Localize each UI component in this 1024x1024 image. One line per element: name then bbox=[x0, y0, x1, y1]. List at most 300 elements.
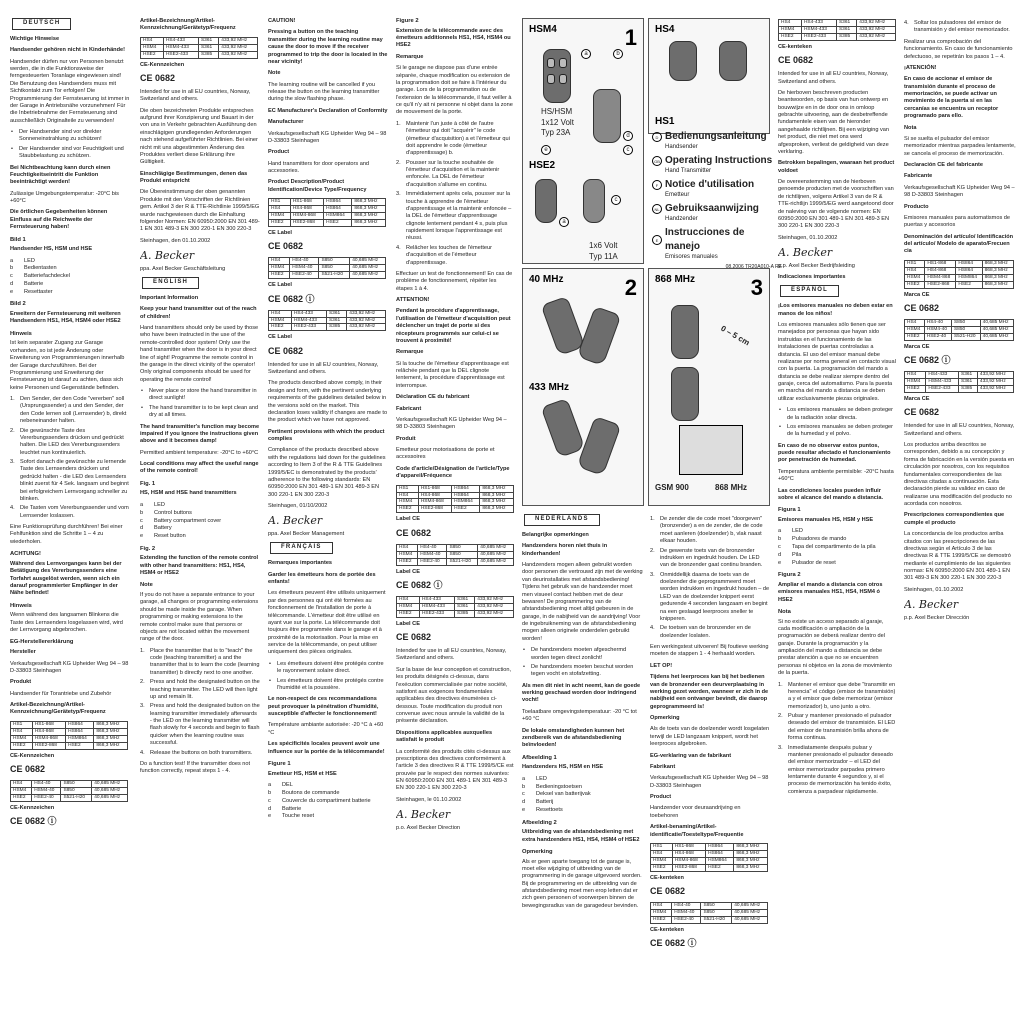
ce-mark: CE 0682 bbox=[650, 886, 686, 897]
paragraph: Si no existe un acceso separado al garaje, cada modificación o ampliación de la programación se deberá realizar dentro del garaje. Durante la programación y la ampliación del mando a distancia se debe prestar atención a que no se encuentren personas ni objetos en la zona de movimiento de la puerta. bbox=[778, 618, 892, 677]
legend-list bbox=[778, 528, 896, 567]
signatory: ppa. Axel Becker Geschäftsleitung bbox=[140, 265, 226, 272]
legend-list bbox=[10, 258, 130, 297]
ce-label: Marca CE bbox=[904, 291, 930, 298]
table-cell: HS4-40 bbox=[290, 258, 319, 265]
paragraph: Température ambiante autorisée: -20 °C à +60 °C bbox=[268, 722, 384, 736]
paragraph: Los emisores manuales sólo tienen que ser manejados por personas que hayan sido instruidas en el funcionamiento de las instalaciones de puertas controladas a distancia. El uso del emisor manual debe realizarse por norma general en contacto visual con la puerta. La programación del mando a distancia se debe realizar siempre dentro del garaje, cerca del automatismo. Para la puesta en marcha del mando a distancia se deben utilizar exclusivamente piezas originales. bbox=[778, 322, 896, 402]
table-cell: HSM4 bbox=[651, 910, 672, 917]
figure-title: Handsender HS, HSM und HSE bbox=[10, 246, 93, 253]
table-cell: 868,3 MHz bbox=[352, 206, 386, 213]
declaration-heading: Déclaration CE du fabricant bbox=[396, 394, 470, 401]
step-item: 1. Place the transmitter that is to "teach" the code (teaching transmitter) a and the transmitter that is to learn the code (learning transmitter) b directly next to one another. bbox=[140, 647, 260, 676]
spec-table-433 bbox=[268, 310, 386, 332]
spec-table-868 bbox=[396, 485, 514, 514]
gsm-warning-icon bbox=[679, 425, 743, 475]
paragraph: If you do not have a separate entrance to your garage, all changes or programming extensions should be made inside the garage. When programming or making extensions to the remote control make sure that persons or objects are not located within the movement range of the door. bbox=[140, 592, 259, 643]
bullet-item: • Los emisores manuales se deben proteger de la radiación solar directa. bbox=[778, 407, 896, 422]
legend-list bbox=[268, 782, 388, 821]
frequency-label: 868 MHz bbox=[715, 483, 748, 492]
table-row bbox=[141, 51, 258, 58]
table-cell: HS864 bbox=[324, 199, 352, 206]
warning-text: ¡Los emisores manuales no deben estar en manos de los niños! bbox=[778, 303, 893, 317]
table-cell: HS864 bbox=[66, 728, 94, 735]
ce-label: CE-kenteken bbox=[650, 927, 684, 934]
learning-transmitter-image bbox=[577, 416, 622, 476]
table-cell: HSE2 bbox=[269, 324, 292, 331]
paragraph: Effectuer un test de fonctionnement! En cas de problème de fonctionnement, répéter les étapes 1 à 4. bbox=[396, 270, 513, 292]
remote-control-hse2-image bbox=[535, 179, 557, 223]
note-heading: Nota bbox=[778, 608, 791, 615]
step-item: 3. Onmiddellijk daarna de toets van de doelzender die geprogrammeerd moet worden indrukken en ingedrukt houden – de LED van de doelzender knippert eerst gedurende 4 seconden langzaam en begint na een geslaagd leerproces sneller te knipperen. bbox=[650, 571, 770, 622]
callout-e: e bbox=[541, 145, 551, 155]
language-flag-icon: D bbox=[652, 132, 662, 142]
spec-table-433 bbox=[396, 596, 514, 618]
ce-mark: CE 0682 bbox=[904, 303, 940, 314]
figure-title: Emetteur HS, HSM et HSE bbox=[268, 770, 337, 777]
legend-value: DEL bbox=[282, 781, 293, 788]
table-cell: HSE2-868 bbox=[418, 506, 451, 513]
table-cell: HS4-40 bbox=[418, 544, 447, 551]
language-flag-icon: NL bbox=[652, 204, 662, 214]
table-cell: 868,3 MHz bbox=[734, 857, 768, 864]
table-cell: 868,3 MHz bbox=[352, 213, 386, 220]
step-item: 2. Die gewünschte Taste des Vererbungssenders drücken und gedrückt halten. Die LED des Vererbungssenders leuchtet nun kontinuierlich. bbox=[10, 427, 124, 456]
cover-language-subtitle: Handsender bbox=[665, 144, 698, 151]
table-row bbox=[905, 260, 1014, 267]
table-row bbox=[269, 324, 386, 331]
table-cell: HSE2 bbox=[905, 333, 925, 340]
table-cell: HS1-868 bbox=[32, 721, 65, 728]
table-cell: 433,92 MHz bbox=[857, 26, 896, 33]
table-cell: HSM4 bbox=[905, 274, 925, 281]
table-cell: 433,92 MHz bbox=[219, 37, 258, 44]
table-row bbox=[905, 274, 1014, 281]
table-row bbox=[269, 213, 386, 220]
paragraph: Die Übereinstimmung der oben genannten Produkte mit den Vorschriften der Richtlinien gem. Artikel 3 der R & TTE-Richtlinie 1999/5/EG wurde nachgewiesen durch die Einhaltung folgender Normen: EN 60950:2000 EN 301 489-1 EN 301 489-3 EN 300 220-1 EN 300 220-3 bbox=[140, 189, 260, 233]
date: Steinhagen, le 01.10.2002 bbox=[396, 796, 462, 803]
steps-list bbox=[396, 121, 514, 267]
spec-table-40 bbox=[268, 257, 386, 279]
teaching-transmitter-image bbox=[541, 398, 586, 458]
date: Steinhagen, 01.10.2002 bbox=[778, 234, 838, 241]
warning-text: Tijdens het leerproces kan bij het bedienen van de bronzender een deurverplaatsing in werking gezet worden, wanneer er zich in de nabijheid een ontvanger bevindt, die daarop geprogrammeerd is! bbox=[650, 674, 769, 710]
figure-label: Figura 2 bbox=[778, 572, 801, 579]
table-cell: 868,3 MHz bbox=[734, 850, 768, 857]
paragraph: Sur la base de leur conception et construction, les produits désignés ci-dessus, dans l'exécution commercialisée par notre société, satisfont aux exigences fondamentales applicables des directives énumérées ci-dessous. Toute modification du produit non convenue avec nous annule la validité de la présente déclaration. bbox=[396, 666, 512, 725]
table-cell: HSM4-868 bbox=[925, 274, 956, 281]
cover-label-hs4: HS4 bbox=[655, 24, 675, 35]
ce-mark: CE 0682 bbox=[904, 407, 940, 418]
paragraph: Compliance of the products described above with the regulations laid down for the guidelines according to Item 3 of the R & TTE Guidelines 1999/5/EC is demonstrated by the products' adherence to the following standards: EN 60950:2000 EN 301 489-1 EN 301 489-3 EN 300 220-1 EN 300 220-3 bbox=[268, 447, 386, 498]
step-item: 3. Inmediatamente después pulsar y mantener presionado el pulsador deseado del emisor memorizador – el LED del emisor memorizador parpadea primero lentamente durante 4 segundos y, si el proceso de memorización ha tenido éxito, comienza a parpadear rápidamente. bbox=[778, 744, 893, 795]
bullet-item: • Der Handsender sind vor Feuchtigkeit und Staubbelastung zu schützen. bbox=[10, 146, 130, 161]
section-header-english: ENGLISH bbox=[142, 277, 199, 289]
callout-a: a bbox=[559, 217, 569, 227]
product-text: Handzender voor deuraandrijving en toebehoren bbox=[650, 805, 741, 819]
legend-key: c bbox=[778, 544, 781, 551]
legend-list bbox=[522, 776, 644, 815]
step-item: 4. Release the buttons on both transmitters. bbox=[140, 749, 253, 756]
step-item: 2. Pousser sur la touche souhaitée de l'émetteur d'acquisition et la maintenir enfoncée. La DEL de l'émetteur d'acquisition s'allume en continu. bbox=[396, 159, 500, 188]
table-cell: HS4 bbox=[905, 267, 925, 274]
hs1-image bbox=[719, 41, 747, 81]
table-cell: 40,685 MHz bbox=[478, 544, 514, 551]
declaration-heading: EC Manufacturer's Declaration of Conformity bbox=[268, 107, 388, 114]
spec-table-433 bbox=[904, 371, 1014, 393]
table-row bbox=[269, 258, 386, 265]
table-row bbox=[269, 220, 386, 227]
legend-key: a bbox=[522, 775, 526, 782]
table-cell: HS4-868 bbox=[672, 850, 705, 857]
table-cell: S521-H20 bbox=[701, 917, 732, 924]
teaching-transmitter-image bbox=[541, 296, 586, 356]
legend-value: Pulsadores de mando bbox=[792, 536, 847, 543]
step-item: 4. Soltar los pulsadores del emisor de transmisión y del emisor memorizador. bbox=[904, 20, 1010, 34]
cover-label-hs1: HS1 bbox=[655, 116, 675, 127]
steps-list bbox=[650, 516, 770, 640]
paragraph: Wenn während des langsamen Blinkens die Taste des Lernsenders losgelassen wird, wird der Lernvorgang abgebrochen. bbox=[10, 612, 123, 634]
product-text: Emetteur pour motorisations de porte et accessoires bbox=[396, 447, 495, 461]
table-cell: HSE2 bbox=[651, 864, 673, 871]
ce-mark: CE 0682 bbox=[140, 73, 176, 84]
note-heading: Opmerking bbox=[522, 848, 553, 855]
legend-key: d bbox=[140, 525, 144, 532]
table-cell: S361 bbox=[198, 44, 218, 51]
cover-language-item bbox=[652, 178, 782, 191]
warning-heading: LET OP! bbox=[650, 662, 673, 669]
table-cell: HS4-40 bbox=[672, 903, 701, 910]
table-cell: HS4 bbox=[141, 37, 164, 44]
date: Steinhagen, 01/10/2002 bbox=[268, 503, 328, 510]
bullet-list bbox=[778, 407, 896, 439]
table-cell: HSE2-40 bbox=[418, 558, 447, 565]
table-cell: HSM4 bbox=[11, 735, 33, 742]
table-row bbox=[779, 20, 896, 27]
warning-text: De lokale omstandigheden kunnen het zendbereik van de afstandsbediening beïnvloeden! bbox=[522, 727, 625, 749]
table-cell: HS4-433 bbox=[419, 596, 454, 603]
table-cell: HS864 bbox=[706, 843, 734, 850]
figure-label: Fig. 2 bbox=[140, 545, 156, 552]
table-row bbox=[269, 317, 386, 324]
table-row bbox=[141, 37, 258, 44]
step-item: 1. De zender die de code moet "doorgeven" (bronzender) a en de zender, die de code moet aanleren (doelzender) b, vlak naast elkaar houden. bbox=[650, 516, 763, 545]
legend-key: d bbox=[268, 805, 272, 812]
paragraph: Als er geen aparte toegang tot de garage is, moet elke wijziging of uitbreiding van de programmering in de garage uitgevoerd worden. Bij de programmering en de uitbreiding van de afstandsbediening moet men erop letten dat er zich geen personen of voorwerpen binnen de bewegingsradius van de garagedeur bevinden. bbox=[522, 858, 642, 909]
paragraph: Zulässige Umgebungstemperatur: -20°C bis +60°C bbox=[10, 190, 119, 205]
paragraph: Temperatura ambiente permisible: -20°C hasta +60°C bbox=[778, 468, 894, 483]
callout-a: a bbox=[581, 49, 591, 59]
step-item: 4. Relâcher les touches de l'émetteur d'acquisition et de l'émetteur d'apprentissage. bbox=[396, 244, 492, 266]
table-cell: 40,685 MHz bbox=[350, 272, 386, 279]
cover-language-title: Bedienungsanleitung bbox=[665, 131, 767, 142]
table-cell: HSE2-433 bbox=[419, 610, 454, 617]
cover-language-title: Gebruiksaanwijzing bbox=[665, 203, 759, 215]
section-header-deutsch: DEUTSCH bbox=[12, 18, 71, 30]
warning-text: Bei Nichtbeachtung kann durch einen Feuchtigkeitseintritt die Funktion beeinträchtigt werden! bbox=[10, 164, 111, 186]
table-row bbox=[905, 379, 1014, 386]
table-cell: HS864 bbox=[706, 850, 734, 857]
table-cell: 40,685 MHz bbox=[92, 787, 128, 794]
figure-title: HS, HSM and HSE hand transmitters bbox=[140, 490, 237, 497]
legend-value: Resettoets bbox=[536, 807, 563, 814]
table-cell: HSE2-40 bbox=[924, 333, 951, 340]
table-row bbox=[905, 372, 1014, 379]
ce-mark: CE 0682 bbox=[268, 241, 304, 252]
table-row bbox=[269, 265, 386, 272]
remote-control-hse2-open-image bbox=[583, 179, 605, 223]
declaration-heading: Declaración CE del fabricante bbox=[904, 162, 983, 168]
table-cell: 433,92 MHz bbox=[475, 596, 514, 603]
legend-value: Bedientasten bbox=[24, 265, 57, 272]
table-cell: S385 bbox=[836, 33, 856, 40]
signature: A. Becker bbox=[268, 514, 323, 528]
legend-value: LED bbox=[24, 257, 35, 264]
legend-value: Battery compartment cover bbox=[154, 517, 222, 524]
ce-label: CE Label bbox=[268, 334, 292, 341]
callout-b: b bbox=[613, 49, 623, 59]
table-row bbox=[269, 199, 386, 206]
bullet-list bbox=[140, 388, 260, 420]
table-cell: HSE2 bbox=[66, 742, 94, 749]
table-cell: HSM4-40 bbox=[290, 265, 319, 272]
warning-heading: ACHTUNG! bbox=[10, 551, 41, 558]
table-cell: 433,92 MHz bbox=[347, 310, 386, 317]
ce-mark: CE 0682 bbox=[396, 632, 432, 643]
table-cell: HSE2 bbox=[324, 220, 352, 227]
spec-table-868 bbox=[904, 260, 1014, 289]
legend-value: Touche reset bbox=[282, 813, 315, 820]
legend-item bbox=[268, 790, 388, 797]
spec-table-40 bbox=[650, 902, 768, 924]
table-cell: HS4-40 bbox=[32, 780, 61, 787]
callout-c: c bbox=[611, 195, 621, 205]
signatory: p.p. Axel Becker Bedrijfsleiding bbox=[778, 262, 855, 269]
cover-language-title: Instrucciones de manejo bbox=[664, 227, 745, 252]
label: Fabrikant bbox=[650, 763, 676, 770]
column-deutsch bbox=[10, 18, 130, 1018]
table-cell: HS4 bbox=[11, 728, 33, 735]
section-header-espanol: ESPAÑOL bbox=[780, 285, 839, 297]
legend-value: Batterie bbox=[24, 281, 44, 288]
table-cell: S361 bbox=[326, 310, 346, 317]
heading: Indicaciones importantes bbox=[778, 273, 846, 280]
cover-language-subtitle: Handzender bbox=[665, 216, 698, 223]
cover-language-subtitle: Hand Transmitter bbox=[665, 168, 712, 175]
figure-title: Handzenders HS, HSM en HSE bbox=[522, 764, 604, 771]
legend-item bbox=[522, 791, 644, 798]
paragraph: The learning routine will be cancelled if you release the button on the learning transmitter during the slow flashing phase. bbox=[268, 81, 380, 103]
spec-table-868 bbox=[650, 843, 768, 872]
legend-key: c bbox=[10, 273, 13, 280]
legend-item bbox=[10, 289, 130, 296]
label: Product bbox=[268, 149, 290, 156]
warning-text: Les spécificités locales peuvent avoir une influence sur la portée de la télécommande! bbox=[268, 741, 385, 755]
legend-value: Batterie bbox=[282, 805, 302, 812]
ce-label: Marca CE bbox=[904, 396, 930, 403]
address: Verkaufsgesellschaft KG Upheider Weg 94 – 98 D-33803 Steinhagen bbox=[396, 416, 507, 431]
paragraph: Les émetteurs peuvent être utilisés uniquement par des personnes qui ont été formées au fonctionnement de l'installation de porte à télécommande. L'émetteur doit être utilisé en ayant vue sur la porte. La télécommande doit toujours être programmée dans le garage et à proximité de la motorisation. Pour la mise en service de la télécommande, on peut utiliser uniquement des pièces originales. bbox=[268, 590, 386, 656]
table-cell: HSE2 bbox=[779, 33, 802, 40]
heading: Wichtige Hinweise bbox=[10, 35, 60, 42]
table-cell: HSE2 bbox=[269, 220, 291, 227]
legend-key: e bbox=[522, 807, 526, 814]
warning-text: Pressing a button on the teaching transmitter during the learning routine may cause the door to move if the receiver programmed to trip the door is located in the near vicinity! bbox=[268, 29, 388, 65]
ce-label: Label CE bbox=[396, 620, 420, 627]
legend-key: c bbox=[522, 791, 525, 798]
table-cell: 40,685 MHz bbox=[732, 917, 768, 924]
table-cell: HSM864 bbox=[956, 274, 982, 281]
table-cell: HSM864 bbox=[324, 213, 352, 220]
table-cell: HS864 bbox=[452, 492, 480, 499]
legend-value: Batterij bbox=[536, 799, 554, 806]
table-cell: 868,3 MHz bbox=[480, 499, 514, 506]
subheading: Einschlägige Bestimmungen, denen das Produkt entspricht bbox=[140, 170, 248, 185]
ce-mark: CE 0682 bbox=[396, 527, 432, 538]
table-cell: HSM4-40 bbox=[418, 551, 447, 558]
note-heading: Opmerking bbox=[650, 715, 680, 721]
legend-item bbox=[140, 502, 260, 509]
ce-label: Label CE bbox=[396, 568, 420, 575]
step-item: 3. Sofort danach die gewünschte zu lernende Taste des Lernsenders drücken und gedrückt halten - die LED des Lernsenders blinkt zuerst für 4 Sek. langsam und beginnt bei erfolgreichem Lernvorgang schneller zu blinken. bbox=[10, 459, 129, 502]
table-cell: 433,92 MHz bbox=[977, 379, 1013, 386]
legend-value: Deksel van batterijvak bbox=[536, 791, 591, 798]
table-cell: HS1 bbox=[11, 721, 33, 728]
signatory: p.p. Axel Becker Dirección bbox=[904, 614, 970, 621]
paragraph: Die oben bezeichneten Produkte entsprechen aufgrund ihrer Konzipierung und Bauart in der von uns in Verkehr gebrachten Ausführung den einschlägigen grundlegenden Anforderungen nach stehend aufgeführter Richtlinien. Bei einer nicht mit uns abgestimmten Änderung des Produktes verliert diese Erklärung ihre Gültigkeit. bbox=[140, 107, 258, 166]
figure-panel-3 bbox=[648, 268, 770, 506]
steps-list bbox=[904, 20, 1016, 35]
spec-table-868 bbox=[10, 721, 128, 750]
table-row bbox=[397, 499, 514, 506]
figure-title: Extension de la télécommande avec des émetteurs additionnels HS1, HS4, HSM4 ou HSE2 bbox=[396, 27, 511, 49]
legend-item bbox=[268, 798, 388, 805]
legend-item bbox=[778, 536, 896, 543]
table-cell: S385 bbox=[326, 324, 346, 331]
table-cell: HS4 bbox=[269, 206, 291, 213]
date: Steinhagen, 01.10.2002 bbox=[904, 586, 964, 593]
table-cell: 868,3 MHz bbox=[982, 267, 1013, 274]
table-cell: HSE2-40 bbox=[672, 917, 701, 924]
table-heading: Product Description/Product Identification/Device Type/Frequency bbox=[268, 179, 367, 193]
table-heading: Code d'article/Désignation de l'article/Type d'appareil/Fréquence bbox=[396, 465, 510, 480]
warning-text: Als men dit niet in acht neemt, kan de goede werking geschaad worden door indringend vocht! bbox=[522, 682, 641, 704]
table-cell: 868,3 MHz bbox=[982, 281, 1013, 288]
panel-label-hse2: HSE2 bbox=[529, 160, 556, 171]
legend-key: a bbox=[778, 528, 782, 535]
table-cell: S361 bbox=[326, 317, 346, 324]
table-row bbox=[397, 506, 514, 513]
step-item: 2. Press and hold the designated button on the teaching transmitter. The LED will then light up and remain lit. bbox=[140, 679, 260, 700]
column-3 bbox=[268, 18, 388, 1018]
paragraph: Si se suelta el pulsador del emisor memorizador mientras parpadea lentamente, se cancela el proceso de memorización. bbox=[904, 135, 1016, 157]
table-cell: HSE2-433 bbox=[801, 33, 836, 40]
cover-language-item bbox=[652, 130, 782, 143]
bullet-list bbox=[10, 129, 130, 161]
table-cell: 868,3 MHz bbox=[480, 506, 514, 513]
ce-label: CE-kenteken bbox=[650, 874, 684, 881]
table-cell: 433,92 MHz bbox=[977, 372, 1013, 379]
legend-item bbox=[140, 510, 260, 517]
signature: A. Becker bbox=[396, 808, 451, 822]
legend-key: a bbox=[268, 781, 272, 788]
table-cell: HSE2-433 bbox=[926, 386, 959, 393]
learning-transmitter-image bbox=[671, 367, 699, 421]
table-row bbox=[397, 551, 514, 558]
table-cell: S361 bbox=[454, 603, 474, 610]
step-item: 1. Mantener el emisor que debe "transmitir en herencia" el código (emisor de transmisión) a y el emisor que debe memorizar (emisor memorizador) b, uno junto a otro. bbox=[778, 681, 896, 710]
paragraph: De overeenstemming van de hierboven genoemde producten met de voorschriften van de richtlijnen, volgens Artikel 3 van de R & TTE-richtlijn 1999/5/EG werd aangetoond door de naleving van de volgende normen: EN 60950:2000 EN 301 489-1 EN 301 489-3 EN 300 220-1 EN 300 220-3 bbox=[778, 179, 894, 230]
ce-mark: CE 0682 ⓘ bbox=[268, 293, 315, 304]
ce-mark: CE 0682 ⓘ bbox=[396, 580, 443, 591]
legend-value: Batteriefachdeckel bbox=[24, 273, 71, 280]
cover-language-item bbox=[652, 154, 782, 167]
table-cell: S361 bbox=[836, 20, 856, 27]
legend-key: b bbox=[10, 265, 14, 272]
table-cell: HSM864 bbox=[706, 857, 734, 864]
legend-key: e bbox=[778, 559, 782, 566]
label: Produit bbox=[396, 435, 416, 442]
figure-label: Figura 1 bbox=[778, 507, 801, 514]
legend-value: Reset button bbox=[154, 533, 186, 540]
table-row bbox=[141, 44, 258, 51]
figure-label: Bild 1 bbox=[10, 236, 26, 243]
table-cell: HS4-433 bbox=[801, 20, 836, 27]
table-cell: 868,3 MHz bbox=[982, 274, 1013, 281]
figure-label: Fig. 1 bbox=[140, 480, 156, 487]
figure-title: Uitbreiding van de afstandsbediening met extra handzenders HS1, HS4, HSM4 of HSE2 bbox=[522, 829, 640, 843]
table-cell: S361 bbox=[836, 26, 856, 33]
table-cell: 868,3 MHz bbox=[480, 492, 514, 499]
table-cell: HSE2 bbox=[905, 386, 926, 393]
bullet-item: • De handzenders moeten beschut worden tegen vocht en stofafzetting. bbox=[522, 664, 644, 679]
spec-table-868 bbox=[268, 198, 386, 227]
table-row bbox=[269, 310, 386, 317]
subheading: Pertinent provisions with which the product complies bbox=[268, 428, 385, 443]
table-cell: HSM4 bbox=[905, 379, 926, 386]
legend-item bbox=[140, 525, 260, 532]
legend-item bbox=[522, 784, 644, 791]
table-cell: HSE2-433 bbox=[163, 51, 198, 58]
panel-label-433mhz: 433 MHz bbox=[529, 382, 570, 393]
legend-item bbox=[778, 552, 896, 559]
callout-d: d bbox=[623, 131, 633, 141]
learning-transmitter-image bbox=[577, 306, 622, 366]
paragraph: La conformité des produits cités ci-dessus aux prescriptions des directives conformément à l'article 3 des directives R & TTE 1999/5/CE est prouvée par le respect des normes suivantes: EN 60950:2000 EN 301 489-1 EN 301 489-3 EN 300 220-1 EN 300 220-3 bbox=[396, 748, 514, 792]
table-cell: HSM4-868 bbox=[418, 499, 451, 506]
spec-table-40 bbox=[396, 544, 514, 566]
table-cell: HS4-433 bbox=[163, 37, 198, 44]
table-cell: HSM4-433 bbox=[926, 379, 959, 386]
table-cell: HS4 bbox=[269, 310, 292, 317]
legend-value: LED bbox=[154, 501, 165, 508]
table-cell: S850 bbox=[61, 787, 92, 794]
table-cell: HSM4 bbox=[11, 787, 32, 794]
figure-label: Figure 1 bbox=[268, 760, 291, 767]
table-cell: HSM4-40 bbox=[32, 787, 61, 794]
legend-key: b bbox=[522, 783, 526, 790]
table-cell: HSE2 bbox=[11, 794, 32, 801]
paragraph: Permitted ambient temperature: -20°C to +60°C bbox=[140, 449, 259, 456]
figure-label: Bild 2 bbox=[10, 301, 26, 308]
legend-item bbox=[10, 281, 130, 288]
table-cell: HS4-40 bbox=[924, 319, 951, 326]
address: Verkaufsgesellschaft KG Upheider Weg 94 – 98 D-33803 Steinhagen bbox=[268, 130, 387, 144]
label: Producto bbox=[904, 203, 929, 210]
table-cell: 868,3 MHz bbox=[352, 199, 386, 206]
paragraph: De hierboven beschreven producten beantwoorden, op basis van hun ontwerp en bouwwijze en in de door ons in omloop gebrachte uitvoering, aan de desbetreffende fundamentele eisen van de hieronder aangehaalde richtlijnen. Bij een wijziging van het product, die niet met ons werd afgesproken, verliest de geldigheid van deze verklaring. bbox=[778, 89, 890, 155]
table-cell: HS4-868 bbox=[418, 492, 451, 499]
